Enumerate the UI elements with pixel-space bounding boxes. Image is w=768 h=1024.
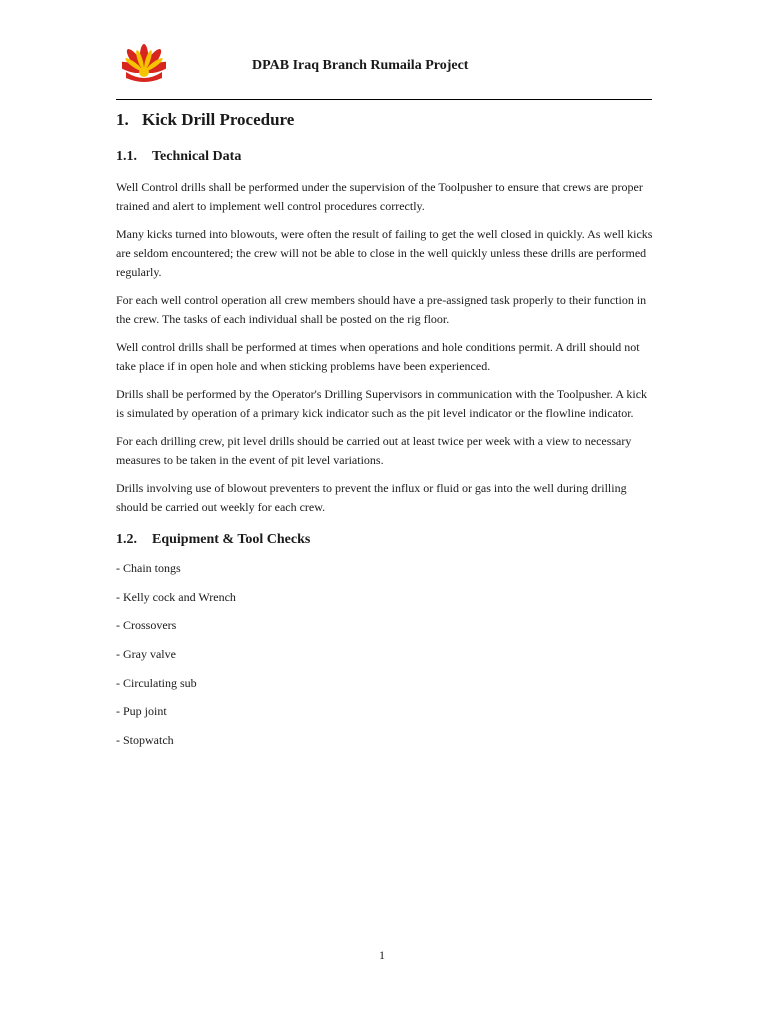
page-number: 1 [379,948,385,962]
list-item: - Pup joint [116,704,167,719]
subsection-title: Technical Data [152,149,242,164]
paragraph: Drills involving use of blowout preventers to prevent the influx or fluid or gas into the well during drilling should be carried out weekly for each crew. [116,481,627,514]
header-divider [116,99,652,100]
equipment-list [116,559,656,750]
header-title: DPAB Iraq Branch Rumaila Project [252,58,469,73]
paragraph: For each drilling crew, pit level drills should be carried out at least twice per week with a view to necessary measures to be taken in the event of pit level variations. [116,434,632,467]
list-item: - Chain tongs [116,561,181,575]
paragraph: Well Control drills shall be performed under the supervision of the Toolpusher to ensure that crews are proper trained and alert to implement well control procedures correctly. [116,180,643,213]
list-item: - Circulating sub [116,675,197,690]
paragraph: Drills shall be performed by the Operator's Drilling Supervisors in communication with the Toolpusher. A kick is simulated by operation of a primary kick indicator such as the pit level indicator or the flowline indicator. [116,387,648,420]
section-title: Kick Drill Procedure [142,110,295,129]
list-item: - Crossovers [116,618,177,633]
section-number: 1. [116,110,129,129]
subsection-heading-technical-data [116,148,656,166]
list-item: - Gray valve [116,647,176,662]
subsection-number: 1.2. [116,532,137,547]
paragraph: Well control drills shall be performed at times when operations and hole conditions permit. A drill should not take place if in open hole and when sticking problems have been experienced. [116,340,640,373]
document-body [116,110,656,760]
subsection-title: Equipment & Tool Checks [152,532,311,547]
cnpc-petal-logo-icon [122,42,166,86]
subsection-heading-equipment-checks [116,531,656,549]
company-logo-icon [122,42,166,86]
paragraph: Many kicks turned into blowouts, were often the result of failing to get the well closed in quickly. As well kicks are seldom encountered; the crew will not be able to close in the well quickly unless these drills are performed regularly. [116,227,653,279]
section-heading-kick-drill [116,110,656,134]
list-item: - Kelly cock and Wrench [116,589,236,604]
subsection-number: 1.1. [116,149,137,164]
list-item: - Stopwatch [116,733,174,748]
paragraph: For each well control operation all crew members should have a pre-assigned task properly to their function in the crew. The tasks of each individual shall be posted on the rig floor. [116,293,647,326]
